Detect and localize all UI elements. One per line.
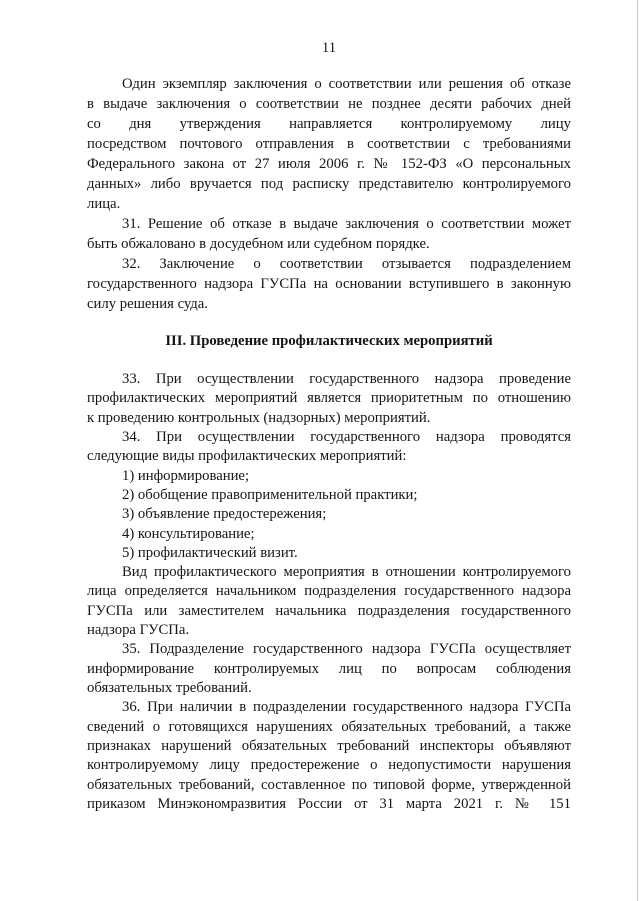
paragraph-34 (87, 428, 571, 467)
text-line: Вид профилактического мероприятия в отношении контролируемого (122, 564, 571, 581)
text-block-before-heading (87, 74, 571, 314)
paragraph-event-type (87, 563, 571, 640)
section-body (87, 370, 571, 814)
text-line: посредством почтового отправления в соответствии с требованиями (87, 136, 571, 152)
text-line: к проведению контрольных (надзорных) мероприятий. (87, 409, 431, 426)
text-line: 31. Решение об отказе в выдаче заключения о соответствии может (122, 216, 571, 232)
paragraph-36 (87, 698, 571, 814)
text-line: надзора ГУСПа. (87, 622, 190, 639)
list-item: 3) объявление предостережения; (122, 506, 327, 523)
text-line: лица определяется начальником подразделения государственного надзора (87, 583, 571, 600)
text-line: сведений о готовящихся нарушениях обязательных требований, а также (87, 718, 571, 735)
text-line: быть обжаловано в досудебном или судебном порядке. (87, 236, 430, 252)
text-line: следующие виды профилактических мероприятий: (87, 448, 407, 465)
text-line: государственного надзора ГУСПа на основании вступившего в законную (87, 276, 571, 292)
paragraph-31 (87, 214, 571, 254)
text-line: Федерального закона от 27 июля 2006 г. № 152-ФЗ «О персональных (87, 156, 571, 172)
text-line: со дня утверждения направляется контролируемому лицу (87, 116, 571, 132)
text-line: контролируемому лицу предостережение о недопустимости нарушения (87, 757, 571, 774)
text-line: 33. При осуществлении государственного надзора проведение (122, 371, 571, 387)
list-item: 1) информирование; (122, 467, 250, 484)
text-line: 36. При наличии в подразделении государственного надзора ГУСПа (122, 699, 571, 716)
text-line: лица. (87, 196, 121, 212)
text-line: обязательных требований. (87, 680, 252, 696)
text-line: профилактических мероприятий является приоритетным по отношению (87, 390, 571, 407)
section-heading: III. Проведение профилактических мероприятий (165, 333, 493, 349)
text-line: признаках нарушений обязательных требований инспекторы объявляют (87, 737, 571, 754)
text-line: информирование контролируемых лиц по вопросам соблюдения (87, 660, 571, 677)
text-line: 34. При осуществлении государственного надзора проводятся (122, 428, 571, 445)
page-number: 11 (321, 40, 337, 56)
list-item: 4) консультирование; (122, 525, 255, 542)
paragraph-35 (87, 640, 571, 698)
text-line: приказом Минэкономразвития России от 31 марта 2021 г. № 151 (87, 795, 571, 812)
text-line: Один экземпляр заключения о соответствии или решения об отказе (122, 76, 571, 92)
text-line: в выдаче заключения о соответствии не позднее десяти рабочих дней (87, 96, 571, 112)
paragraph-33 (87, 370, 571, 428)
paragraph-continuation (87, 74, 571, 214)
text-line: 32. Заключение о соответствии отзывается подразделением (122, 256, 571, 272)
scan-edge (637, 0, 638, 901)
text-line: данных» либо вручается под расписку представителю контролируемого (87, 176, 571, 192)
text-line: ГУСПа или заместителем начальника подразделения государственного (87, 602, 571, 619)
document-body (87, 74, 571, 814)
text-line: 35. Подразделение государственного надзора ГУСПа осуществляет (122, 641, 571, 658)
paragraph-32 (87, 254, 571, 314)
list-item: 5) профилактический визит. (122, 544, 298, 561)
list-item: 2) обобщение правоприменительной практики; (122, 486, 418, 503)
prevention-types-list (87, 467, 571, 564)
text-line: силу решения суда. (87, 296, 208, 312)
text-line: обязательных требований, составленное по типовой форме, утвержденной (87, 776, 571, 793)
